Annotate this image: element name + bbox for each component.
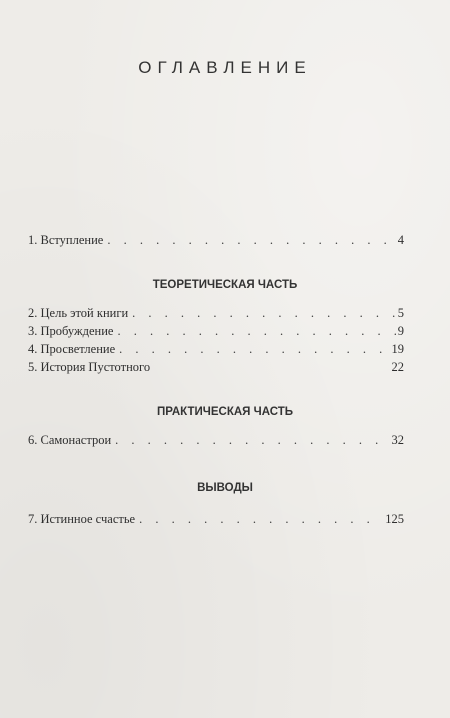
toc-entry-page-number: 125 xyxy=(385,512,404,526)
toc-entry-page-number: 9 xyxy=(397,324,404,338)
section-heading-theory: ТЕОРЕТИЧЕСКАЯ ЧАСТЬ xyxy=(152,279,298,291)
toc-entry-page-number: 5 xyxy=(397,306,404,320)
toc-entry-label: 7. Истинное счастье xyxy=(28,512,136,526)
toc-entry-self-tuning[interactable] xyxy=(28,433,404,451)
toc-entry-awakening[interactable] xyxy=(28,324,404,342)
section-heading-conclusions: ВЫВОДЫ xyxy=(197,482,253,494)
toc-entry-label: 1. Вступление xyxy=(28,233,104,247)
toc-entry-history[interactable] xyxy=(28,360,404,378)
dot-leader xyxy=(117,324,395,339)
toc-entry-page-number: 32 xyxy=(391,433,404,447)
section-heading-practice: ПРАКТИЧЕСКАЯ ЧАСТЬ xyxy=(156,406,294,418)
toc-entry-page-number: 19 xyxy=(391,342,404,356)
toc-entry-intro[interactable] xyxy=(28,233,404,251)
dot-leader xyxy=(115,433,389,448)
dot-leader xyxy=(139,512,383,527)
dot-leader xyxy=(119,342,389,357)
page-title: ОГЛАВЛЕНИЕ xyxy=(138,58,312,77)
dot-leader xyxy=(132,306,396,321)
toc-entry-enlightenment[interactable] xyxy=(28,342,404,360)
toc-entry-goal[interactable] xyxy=(28,306,404,324)
toc-entry-label: 3. Пробуждение xyxy=(28,324,114,338)
toc-entry-page-number: 4 xyxy=(397,233,404,247)
toc-entry-label: 5. История Пустотного xyxy=(28,360,151,374)
toc-entry-label: 2. Цель этой книги xyxy=(28,306,129,320)
toc-entry-true-happiness[interactable] xyxy=(28,512,404,530)
toc-entry-label: 6. Самонастрои xyxy=(28,433,112,447)
toc-entry-page-number: 22 xyxy=(391,360,404,374)
dot-leader xyxy=(107,233,395,248)
toc-entry-label: 4. Просветление xyxy=(28,342,116,356)
